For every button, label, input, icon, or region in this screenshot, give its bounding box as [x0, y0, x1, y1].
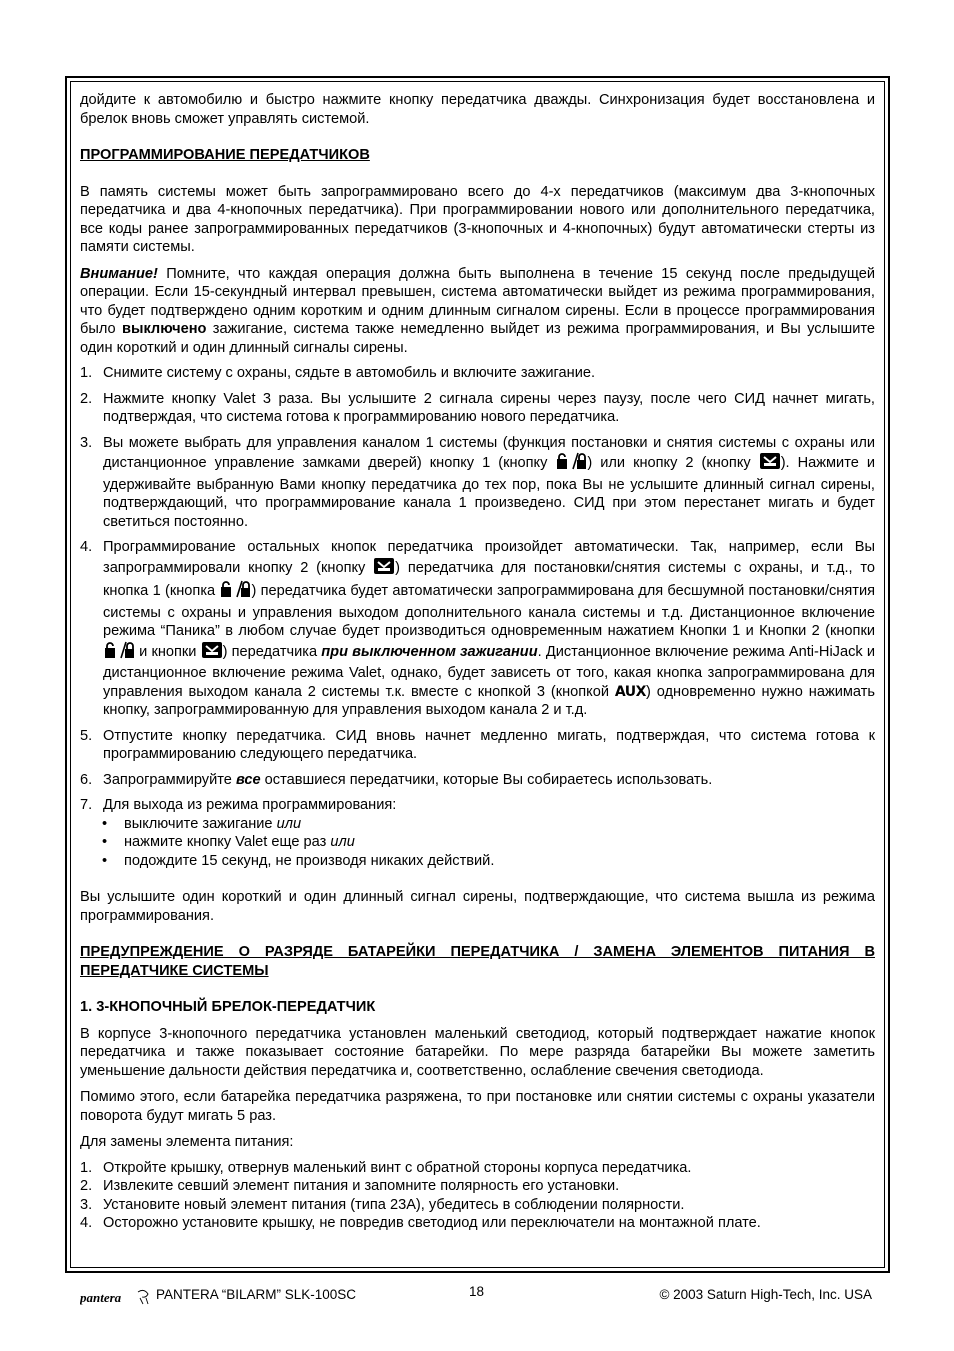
- list-item: 2. Нажмите кнопку Valet 3 раза. Вы услышите 2 сигнала сирены через паузу, после чего СИД начнет мигать, подтверждая, что система готова к программированию нового передатчика.: [80, 390, 875, 425]
- list-item: 2. Извлеките севший элемент питания и запомните полярность его установки.: [80, 1178, 620, 1194]
- lock-unlock-icon: [104, 641, 134, 665]
- list-item: 7. Для выхода из режима программирования:: [80, 797, 397, 813]
- replacement-steps: [80, 1159, 875, 1233]
- bullet-item: • нажмите кнопку Valet еще раз или: [102, 834, 355, 850]
- svg-text:pantera: pantera: [80, 1290, 122, 1305]
- lock-unlock-icon: [556, 452, 586, 476]
- aux-button-label: AUX: [614, 683, 646, 700]
- battery-warning-paragraph: Помимо этого, если батарейка передатчика разряжена, то при постановке или снятии системы с охраны указатели поворота будут мигать 5 раз.: [80, 1089, 875, 1124]
- page-content: [80, 91, 875, 1233]
- lock-unlock-icon: [220, 580, 250, 604]
- footer-product: PANTERA “BILARM” SLK-100SC: [156, 1287, 357, 1302]
- list-item: 5. Отпустите кнопку передатчика. СИД вновь начнет медленно мигать, подтверждая, что система готова к программированию следующего передатчика.: [80, 727, 875, 762]
- list-item: 1. Снимите систему с охраны, сядьте в автомобиль и включите зажигание.: [80, 365, 596, 381]
- battery-paragraph: В корпусе 3-кнопочного передатчика установлен маленький светодиод, который подтверждает нажатие кнопок передатчика и также показывает состояние батарейки. По мере разряда батарейки Вы можете заметить уменьшение дальности действия передатчика и, соответственно, ослабление свечения светодиода.: [80, 1025, 875, 1079]
- list-item: 3. Вы можете выбрать для управления каналом 1 системы (функция постановки и снятия системы с охраны или дистанционное управление замками дверей) кнопку 1 (кнопку ) или кнопку 2 (кнопку ). Нажмите и удерживайте выбранную Вами кнопку передатчика до тех пор, пока Вы не услышите длинный сигнал сирены, подтверждающий, что программирование канала 1 произведено. СИД при этом перестанет мигать и будет светиться постоянно.: [80, 434, 876, 530]
- bullet-item: • подождите 15 секунд, не производя никаких действий.: [102, 852, 495, 869]
- page-number: 18: [469, 1284, 485, 1299]
- warning-label: Внимание!: [80, 265, 158, 282]
- closing-paragraph: Вы услышите один короткий и один длинный сигнал сирены, подтверждающие, что система вышла из режима программирования.: [80, 889, 875, 924]
- replacement-intro: Для замены элемента питания:: [80, 1134, 294, 1150]
- bullet-item: • выключите зажигание или: [102, 815, 302, 832]
- list-item: 3. Установите новый элемент питания (типа 23А), убедитесь в соблюдении полярности.: [80, 1196, 685, 1213]
- trunk-icon: [374, 557, 394, 581]
- subsection-heading: 1. 3-КНОПОЧНЫЙ БРЕЛОК-ПЕРЕДАТЧИК: [80, 999, 376, 1015]
- footer-copyright: © 2003 Saturn High-Tech, Inc. USA: [659, 1287, 872, 1302]
- list-item: 1. Откройте крышку, отвернув маленький винт с обратной стороны корпуса передатчика.: [80, 1159, 692, 1176]
- trunk-icon: [202, 641, 222, 665]
- section-heading-battery: ПРЕДУПРЕЖДЕНИЕ О РАЗРЯДЕ БАТАРЕЙКИ ПЕРЕДАТЧИКА / ЗАМЕНА ЭЛЕМЕНТОВ ПИТАНИЯ В ПЕРЕДАТЧИКЕ СИСТЕМЫ: [80, 944, 875, 979]
- intro-paragraph: дойдите к автомобилю и быстро нажмите кнопку передатчика дважды. Синхронизация будет восстановлена и брелок вновь сможет управлять системой.: [80, 92, 875, 127]
- pantera-logo: [80, 1288, 155, 1312]
- warning-paragraph: Внимание! Помните, что каждая операция должна быть выполнена в течение 15 секунд после предыдущей операции. Если 15-секундный интервал превышен, система автоматически выйдет из режима программирования, что будет подтверждено одним коротким и одним длинным сигналом сирены. Если в процессе программирования было выключено зажигание, система также немедленно выйдет из режима программирования, и Вы услышите один короткий и один длинный сигналы сирены.: [80, 265, 875, 356]
- list-item: 4. Осторожно установите крышку, не повредив светодиод или переключатели на монтажной плате.: [80, 1215, 761, 1231]
- programming-steps: [80, 364, 875, 870]
- list-item: 6. Запрограммируйте все оставшиеся передатчики, которые Вы собираетесь использовать.: [80, 771, 713, 788]
- section-heading-programming: ПРОГРАММИРОВАНИЕ ПЕРЕДАТЧИКОВ: [80, 147, 370, 163]
- trunk-icon: [760, 452, 780, 476]
- list-item: 4. Программирование остальных кнопок передатчика произойдет автоматически. Так, например, если Вы запрограммировали кнопку 2 (кнопку ) передатчика для постановки/снятия системы с охраны, и т.д., то кнопка 1 (кнопка ) передатчика будет автоматически запрограммирована для бесшумной постановки/снятия системы с охраны и управления выходом дополнительного канала системы и т.д. Дистанционное включение режима “Паника” в любом случае будет производиться одновременным нажатием Кнопки 1 и Кнопки 2 (кнопки и кнопки ) передатчика при выключенном зажигании. Дистанционное включение режима Anti-HiJack и дистанционное включение режима Valet, однако, будет зависеть от того, какая кнопка запрограммирована для управления выходом канала 2 системы т.к. вместе с кнопкой 3 (кнопкой AUX) одновременно нужно нажимать кнопку, запрограммированную для управления выходом канала 2 и т.д.: [80, 539, 876, 718]
- programming-paragraph: В память системы может быть запрограммировано всего до 4-х передатчиков (максимум два 3-кнопочных передатчика и два 4-кнопочных передатчика). При программировании нового или дополнительного передатчика, все коды ранее запрограммированных передатчиков (3-кнопочных и 4-кнопочных) будут автоматически стерты из памяти системы.: [80, 183, 875, 255]
